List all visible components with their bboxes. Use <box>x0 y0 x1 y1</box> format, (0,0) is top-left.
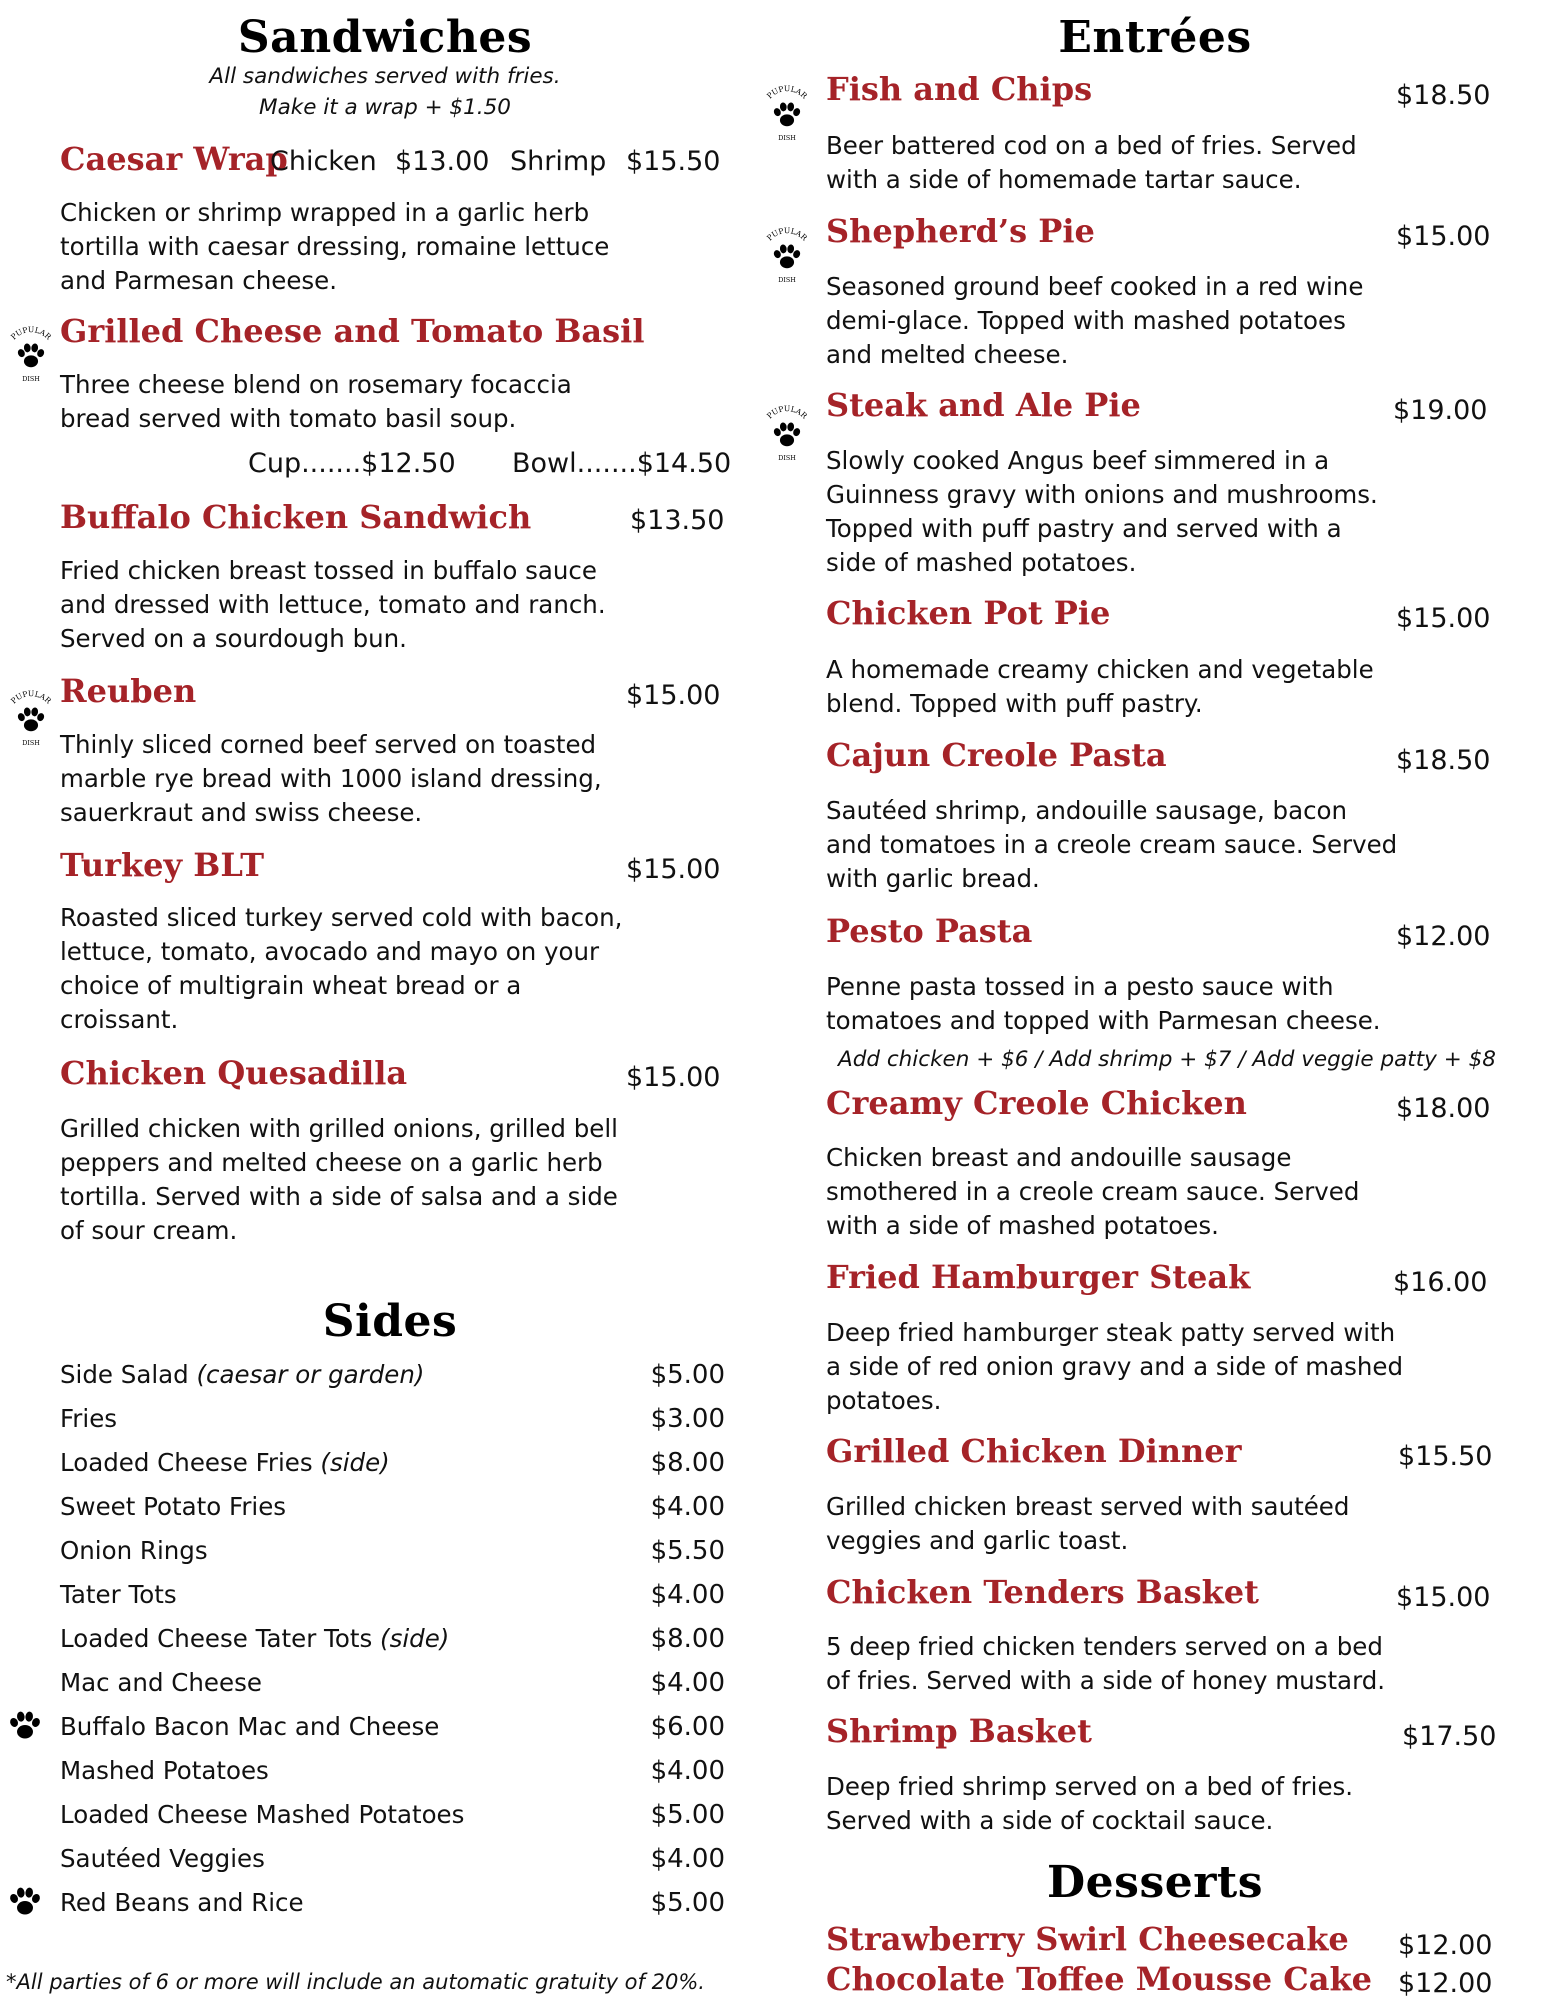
menu-item-name: Cajun Creole Pasta <box>826 736 1167 774</box>
menu-item-description: Thinly sliced corned beef served on toasted marble rye bread with 1000 island dressing, sauerkraut and swiss cheese. <box>60 730 602 827</box>
side-price: $5.00 <box>650 1360 725 1390</box>
menu-item-description: Beer battered cod on a bed of fries. Served with a side of homemade tartar sauce. <box>826 131 1357 194</box>
menu-item-name: Chicken Tenders Basket <box>826 1573 1259 1611</box>
menu-item-description: 5 deep fried chicken tenders served on a bed of fries. Served with a side of honey mustard. <box>826 1632 1386 1695</box>
menu-item-description: Grilled chicken breast served with sautéed veggies and garlic toast. <box>826 1492 1350 1555</box>
menu-item-name: Turkey BLT <box>60 846 265 884</box>
side-price: $8.00 <box>650 1448 725 1478</box>
cup-price: Cup.......$12.50 <box>248 448 456 479</box>
side-price: $4.00 <box>650 1668 725 1698</box>
menu-item-price: $15.00 <box>626 854 721 885</box>
svg-text:DISH: DISH <box>778 133 796 142</box>
menu-item-name: Pesto Pasta <box>826 912 1033 950</box>
svg-text:PUPULAR: PUPULAR <box>765 84 809 101</box>
menu-item-description: Three cheese blend on rosemary focaccia bread served with tomato basil soup. <box>60 370 572 433</box>
menu-item-name: Fish and Chips <box>826 70 1093 108</box>
menu-item-description: Chicken or shrimp wrapped in a garlic herb tortilla with caesar dressing, romaine lettuce and Parmesan cheese. <box>60 198 610 295</box>
menu-item-name: Reuben <box>60 672 197 710</box>
svg-text:PUPULAR: PUPULAR <box>9 689 53 706</box>
paw-icon <box>4 1704 46 1746</box>
menu-item-price: $18.50 <box>1396 80 1491 111</box>
side-row: Buffalo Bacon Mac and Cheese $6.00 <box>60 1712 725 1756</box>
menu-item-price: $15.00 <box>1396 603 1491 634</box>
side-row: Loaded Cheese Fries (side) $8.00 <box>60 1448 725 1478</box>
sandwiches-note-wrap: Make it a wrap + $1.50 <box>259 95 511 120</box>
option-label: Chicken <box>270 146 377 177</box>
svg-text:DISH: DISH <box>22 374 40 383</box>
menu-item-name: Chicken Pot Pie <box>826 594 1111 632</box>
svg-text:PUPULAR: PUPULAR <box>765 226 809 243</box>
menu-item-description: Seasoned ground beef cooked in a red wine demi-glace. Topped with mashed potatoes and melted cheese. <box>826 272 1364 369</box>
side-price: $8.00 <box>650 1624 725 1654</box>
menu-item-name: Creamy Creole Chicken <box>826 1084 1247 1122</box>
menu-item-price: $18.00 <box>1396 1093 1491 1124</box>
popular-dish-icon <box>2 314 60 392</box>
side-row: Red Beans and Rice $5.00 <box>60 1888 725 1932</box>
add-ons-note: Add chicken + $6 / Add shrimp + $7 / Add veggie patty + $8 <box>838 1047 1496 1072</box>
dessert-price: $12.00 <box>1398 1968 1493 1999</box>
menu-item-price: $16.00 <box>1393 1267 1488 1298</box>
menu-item-price: $13.00 <box>395 146 490 177</box>
bowl-price: Bowl.......$14.50 <box>512 448 732 479</box>
menu-item-name: Grilled Chicken Dinner <box>826 1432 1242 1470</box>
menu-item-name: Grilled Cheese and Tomato Basil <box>60 312 645 350</box>
popular-dish-icon <box>758 392 816 472</box>
side-price: $5.00 <box>650 1888 725 1918</box>
menu-item-name: Steak and Ale Pie <box>826 386 1141 424</box>
menu-item-name: Buffalo Chicken Sandwich <box>60 498 532 536</box>
side-price: $4.00 <box>650 1580 725 1610</box>
svg-text:PUPULAR: PUPULAR <box>9 325 53 342</box>
side-price: $5.00 <box>650 1800 725 1830</box>
side-row: Onion Rings $5.50 <box>60 1536 725 1566</box>
popular-dish-icon <box>758 214 816 294</box>
side-price: $3.00 <box>650 1404 725 1434</box>
side-row: Loaded Cheese Tater Tots (side) $8.00 <box>60 1624 725 1654</box>
menu-item-price: $15.00 <box>1396 221 1491 252</box>
dessert-name: Chocolate Toffee Mousse Cake <box>826 1960 1372 1998</box>
side-row: Sweet Potato Fries $4.00 <box>60 1492 725 1522</box>
menu-item-price: $15.50 <box>626 146 721 177</box>
side-row: Mashed Potatoes $4.00 <box>60 1756 725 1786</box>
side-price: $6.00 <box>650 1712 725 1742</box>
menu-item-price: $13.50 <box>630 505 725 536</box>
menu-item-name: Shrimp Basket <box>826 1712 1092 1750</box>
side-price: $4.00 <box>650 1844 725 1874</box>
menu-item-description: Deep fried shrimp served on a bed of fries. Served with a side of cocktail sauce. <box>826 1772 1354 1835</box>
svg-text:DISH: DISH <box>22 738 40 747</box>
side-row: Fries $3.00 <box>60 1404 725 1434</box>
menu-item-price: $15.00 <box>626 680 721 711</box>
option-label: Shrimp <box>510 146 607 177</box>
gratuity-footnote: *All parties of 6 or more will include an automatic gratuity of 20%. <box>6 1970 705 1994</box>
menu-item-price: $15.50 <box>1398 1441 1493 1472</box>
menu-item-description: Penne pasta tossed in a pesto sauce with tomatoes and topped with Parmesan cheese. <box>826 972 1381 1035</box>
side-row: Side Salad (caesar or garden) $5.00 <box>60 1360 725 1390</box>
sides-title: Sides <box>322 1296 458 1347</box>
dessert-name: Strawberry Swirl Cheesecake <box>826 1920 1349 1958</box>
side-price: $5.50 <box>650 1536 725 1566</box>
menu-item-description: Chicken breast and andouille sausage smothered in a creole cream sauce. Served with a side of mashed potatoes. <box>826 1143 1360 1240</box>
menu-item-price: $12.00 <box>1396 921 1491 952</box>
svg-text:DISH: DISH <box>778 275 796 284</box>
menu-item-description: Fried chicken breast tossed in buffalo sauce and dressed with lettuce, tomato and ranch. Served on a sourdough bun. <box>60 556 606 653</box>
menu-item-description: A homemade creamy chicken and vegetable blend. Topped with puff pastry. <box>826 655 1374 718</box>
menu-item-description: Grilled chicken with grilled onions, grilled bell peppers and melted cheese on a garlic herb tortilla. Served with a side of salsa and a side of sour cream. <box>60 1114 618 1245</box>
side-row: Sautéed Veggies $4.00 <box>60 1844 725 1874</box>
sides-list <box>60 1360 725 1932</box>
sandwiches-note-fries: All sandwiches served with fries. <box>209 64 561 89</box>
side-row: Loaded Cheese Mashed Potatoes $5.00 <box>60 1800 725 1830</box>
menu-item-description: Roasted sliced turkey served cold with bacon, lettuce, tomato, avocado and mayo on your choice of multigrain wheat bread or a croissant. <box>60 903 623 1034</box>
menu-item-description: Deep fried hamburger steak patty served with a side of red onion gravy and a side of mashed potatoes. <box>826 1318 1404 1415</box>
menu-item-name: Fried Hamburger Steak <box>826 1258 1251 1296</box>
menu-item-description: Sautéed shrimp, andouille sausage, bacon and tomatoes in a creole cream sauce. Served with garlic bread. <box>826 796 1398 893</box>
paw-icon <box>4 1880 46 1922</box>
menu-item-description: Slowly cooked Angus beef simmered in a Guinness gravy with onions and mushrooms. Topped with puff pastry and served with a side of mashed potatoes. <box>826 446 1378 577</box>
entrees-title: Entrées <box>1058 12 1252 63</box>
menu-item-price: $19.00 <box>1393 395 1488 426</box>
menu-item-name: Caesar Wrap <box>60 140 288 178</box>
side-price: $4.00 <box>650 1756 725 1786</box>
side-row: Tater Tots $4.00 <box>60 1580 725 1610</box>
menu-item-price: $15.00 <box>1396 1582 1491 1613</box>
desserts-title: Desserts <box>1047 1857 1263 1908</box>
menu-item-name: Chicken Quesadilla <box>60 1054 408 1092</box>
popular-dish-icon <box>2 678 60 756</box>
menu-item-name: Shepherd’s Pie <box>826 212 1095 250</box>
side-price: $4.00 <box>650 1492 725 1522</box>
menu-item-price: $15.00 <box>626 1062 721 1093</box>
dessert-price: $12.00 <box>1398 1930 1493 1961</box>
side-row: Mac and Cheese $4.00 <box>60 1668 725 1698</box>
svg-text:PUPULAR: PUPULAR <box>765 404 809 421</box>
popular-dish-icon <box>758 72 816 152</box>
menu-item-price: $18.50 <box>1396 745 1491 776</box>
svg-text:DISH: DISH <box>778 453 796 462</box>
menu-item-price: $17.50 <box>1402 1721 1497 1752</box>
sandwiches-title: Sandwiches <box>237 12 533 63</box>
